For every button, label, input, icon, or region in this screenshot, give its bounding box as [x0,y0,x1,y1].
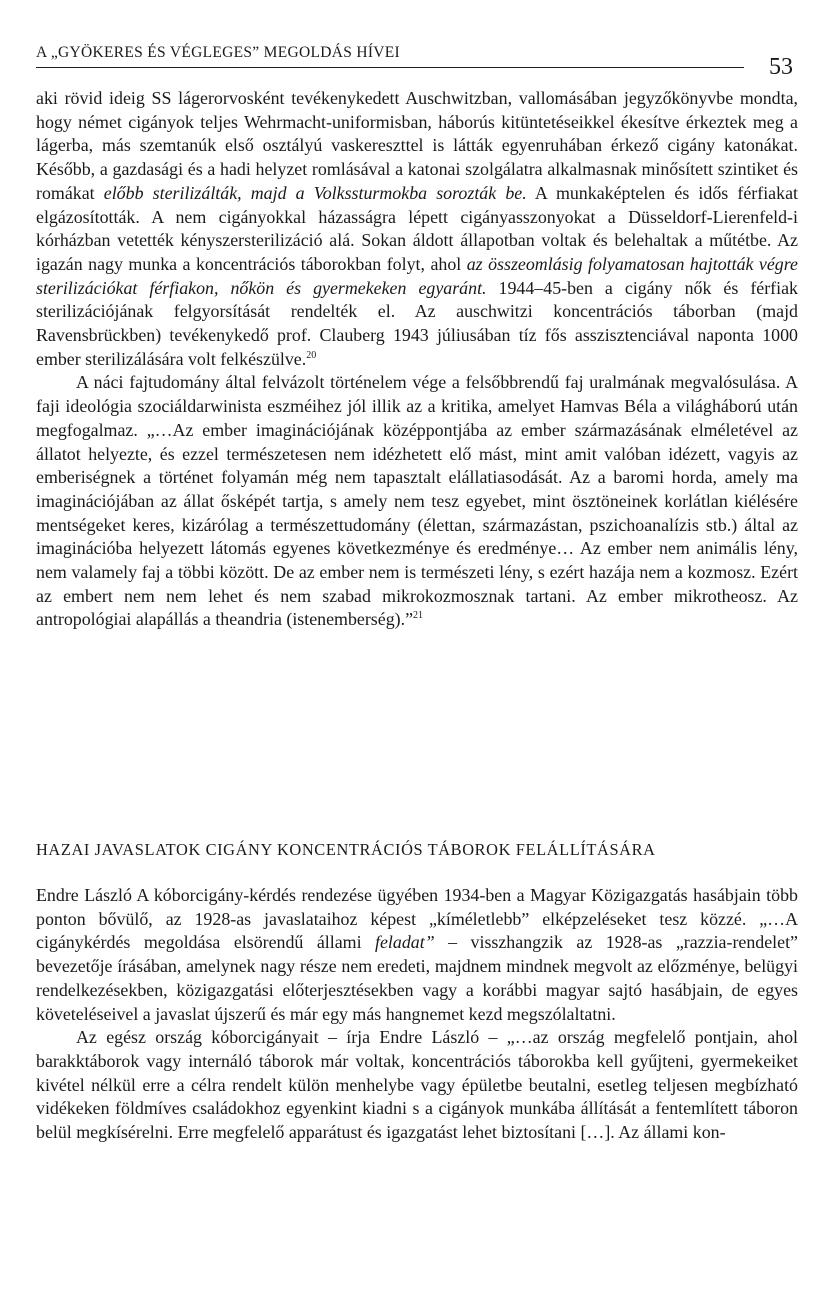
page-number: 53 [769,54,793,80]
section-heading-text: HAZAI JAVASLATOK CIGÁNY KONCENTRÁCIÓS TÁBOROK FELÁLLÍTÁSÁRA [36,840,656,859]
text-block-bottom [36,884,798,1145]
paragraph-text: 1944–45-ben a cigány nők és férfiak sterilizációjának felgyorsítását rendelték el. Az auschwitzi koncentrációs táborban (majd Ravensbrückben) tevékenykedő prof. Clauberg 1943 júliusában tíz fős asszisztenciával naponta 1000 ember sterilizálására volt felkészülve. [36,277,798,369]
paragraph-text: Endre László A kóborcigány-kérdés rendezése ügyében 1934-ben a Magyar Közigazgatás hasábjain több ponton bővülő, az 1928-as javaslataihoz képest „kíméletlebb” elképzeléseket tesz közzé. „…A cigánykérdés megoldása elsörendű állami [36,885,798,953]
paragraph-text: – visszhangzik az 1928-as „razzia-rendelet” bevezetője írásában, amelynek nagy része nem eredeti, majdnem mindnek megvolt az előzménye, belügyi rendelkezésekben, közigazgatási előterjesztésekben vagy a korábbi magyar sajtó hasábjain, de egyes követeléseivel a javaslat újszerű és már egy más hangnemet kezd megszólaltatni. [36,932,799,1024]
paragraph-text: Az egész ország kóborcigányait – írja Endre László – „…az ország megfelelő pontjain, ahol barakktáborok vagy internáló táborok már voltak, koncentrációs táborokba kell gyűjteni, gyermekeiket kivétel nélkül erre a célra rendelt külön menhelybe vagy épületbe beutalni, esetleg teljesen megbízható vidékeken földmíves családokhoz egyenkint kiadni s a cigányok munkába állítását a fentemlített táboron belül megkísérelni. Erre megfelelő apparátust és igazgatást lehet biztosítani […]. Az állami kon- [36,1027,798,1143]
paragraph-text: aki rövid ideig SS lágerorvosként tevékenykedett Auschwitzban, vallomásában jegyzőkönyvbe mondta, hogy német cigányok teljes Wehrmacht-uniformisban, háborús kitüntetéseikkel ékesítve érkeztek meg a lágerba, más szemtanúk első osztályú vaskereszttel is látták egyenruhában érkező cigány katonákat. Később, a gazdasági és a hadi helyzet romlásával a katonai szolgálatra alkalmasnak minősített szintiket és romákat [36,88,798,203]
text-block-top [36,87,798,632]
italic-text: feladat” [375,932,435,953]
paragraph-text: A náci fajtudomány által felvázolt történelem vége a felsőbbrendű faj uralmának megvalósulása. A faji ideológia szociáldarwinista eszméihez jól illik az a kritika, amelyet Hamvas Béla a világháború után megfogalmaz. „…Az ember imaginációjának középpontjába az ember származásának elméletével az állatot helyezte, és ezzel természetesen nem idézhetett elő mást, mint amit valóban idézett, vagyis az emberiségnek a történet folyamán még nem tapasztalt elállatiasodását. Az a baromi horda, amely ma imaginációjában az állat ősképét tartja, s amely nem tesz egyebet, mint ösztöneinek korlátlan kiélésére mentségeket keres, kizárólag a természettudomány (élettan, származástan, pszichoanalízis stb.) által az imaginációba helyezett látomás egyenes következménye és eredménye… Az ember nem animális lény, nem valamely faj a többi között. De az ember nem is természeti lény, s ezért hazája nem a kozmosz. Ezért az embert nem nem lehet és nem szabad mikrokozmosznak tartani. Az ember mikrotheosz. Az antropológiai alapállás a theandria (istenemberség).” [36,372,798,630]
section-heading [36,840,798,860]
italic-text: az összeomlásig folyamatosan hajtották végre sterilizációkat férfiakon, nőkön és gyermekeken egyaránt. [36,253,798,298]
paragraph-text: A munkaképtelen és idős férfiakat elgázosították. A nem cigányokkal házasságra lépett cigányasszonyokat a Düsseldorf-Lierenfeld-i kórházban vetették kényszersterilizáció alá. Sokan áldott állapotban voltak és belehaltak a műtétbe. Az igazán nagy munka a koncentrációs táborokban folyt, ahol [36,182,798,274]
footnote-ref: 21 [413,610,424,622]
header-rule [36,67,744,68]
paragraph [36,87,798,371]
running-head: A „GYÖKERES ÉS VÉGLEGES” MEGOLDÁS HÍVEI [36,44,401,61]
italic-text: előbb sterilizálták, majd a Volkssturmokba sorozták be. [103,182,527,203]
paragraph [36,371,798,632]
paragraph [36,884,798,1026]
footnote-ref: 20 [306,349,317,361]
paragraph [36,1026,798,1145]
